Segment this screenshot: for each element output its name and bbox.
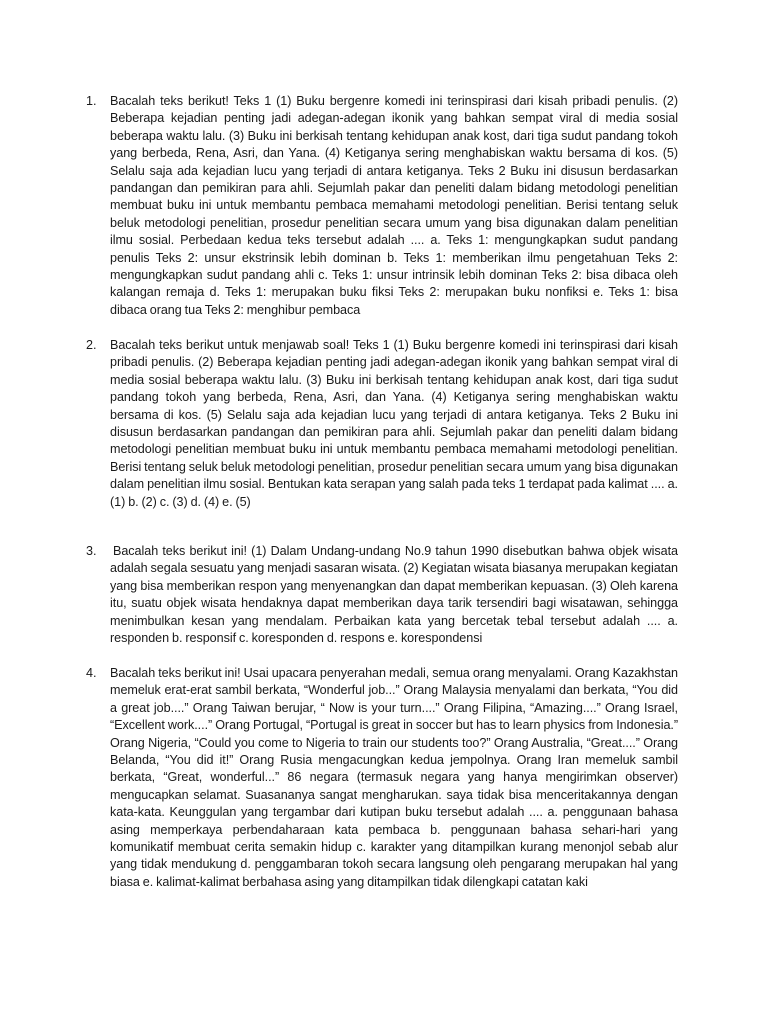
question-number: 3. (86, 544, 97, 558)
question-text: Bacalah teks berikut ini! (1) Dalam Undang-undang No.9 tahun 1990 disebutkan bahwa objek wisata adalah segala sesuatu yang menjadi sasaran wisata. (2) Kegiatan wisata biasanya merupakan kegiatan yang bisa memberikan respon yang menyenangkan dan dapat memberikan kepuasan. (3) Oleh karena itu, suatu objek wisata hendaknya dapat memberikan daya tarik tersendiri bagi wisatawan, sehingga menimbulkan kesan yang mendalam. Perbaikan kata yang bercetak tebal tersebut adalah .... a. responden b. responsif c. koresponden d. respons e. korespondensi (110, 544, 678, 646)
question-number: 2. (86, 338, 97, 352)
question-number: 4. (86, 666, 97, 680)
question-number: 1. (86, 94, 97, 108)
question-text: Bacalah teks berikut! Teks 1 (1) Buku bergenre komedi ini terinspirasi dari kisah pribadi penulis. (2) Beberapa kejadian penting jadi adegan-adegan ikonik yang bahkan sempat viral di media sosial beberapa waktu lalu. (3) Buku ini berkisah tentang kehidupan anak kost, dari tiga sudut pandang tokoh yang berbeda, Rena, Asri, dan Yana. (4) Ketiganya sering menghabiskan waktu bersama di kos. (5) Selalu saja ada kejadian lucu yang terjadi di antara ketiganya. Teks 2 Buku ini disusun berdasarkan pandangan dan pemikiran para ahli. Sejumlah pakar dan peneliti dalam bidang metodologi penelitian membuat buku ini untuk membantu pembaca memahami metodologi penelitian. Berisi tentang seluk beluk metodologi penelitian, prosedur penelitian secara umum yang bisa digunakan dalam penelitian ilmu sosial. Perbedaan kedua teks tersebut adalah .... a. Teks 1: mengungkapkan sudut pandang penulis Teks 2: unsur ekstrinsik lebih dominan b. Teks 1: memberikan ilmu pengetahuan Teks 2: mengungkapkan sudut pandang ahli c. Teks 1: unsur intrinsik lebih dominan Teks 2: bisa dibaca oleh kalangan remaja d. Teks 1: merupakan buku fiksi Teks 2: merupakan buku nonfiksi e. Teks 1: bisa dibaca orang tua Teks 2: menghibur pembaca (110, 94, 678, 317)
question-text: Bacalah teks berikut untuk menjawab soal! Teks 1 (1) Buku bergenre komedi ini terinspirasi dari kisah pribadi penulis. (2) Beberapa kejadian penting jadi adegan-adegan ikonik yang bahkan sempat viral di media sosial beberapa waktu lalu. (3) Buku ini berkisah tentang kehidupan anak kost, dari tiga sudut pandang tokoh yang berbeda, Rena, Asri, dan Yana. (4) Ketiganya sering menghabiskan waktu bersama di kos. (5) Selalu saja ada kejadian lucu yang terjadi di antara ketiganya. Teks 2 Buku ini disusun berdasarkan pandangan dan pemikiran para ahli. Sejumlah pakar dan peneliti dalam bidang metodologi penelitian membuat buku ini untuk membantu pembaca memahami metodologi penelitian. Berisi tentang seluk beluk metodologi penelitian, prosedur penelitian secara umum yang bisa digunakan dalam penelitian ilmu sosial. Bentukan kata serapan yang salah pada teks 1 terdapat pada kalimat .... a. (1) b. (2) c. (3) d. (4) e. (5) (110, 338, 678, 509)
question-text: Bacalah teks berikut ini! Usai upacara penyerahan medali, semua orang menyalami. Orang Kazakhstan memeluk erat-erat sambil berkata, “Wonderful job...” Orang Malaysia menyalami dan berkata, “You did a great job....” Orang Taiwan berujar, “ Now is your turn....” Orang Filipina, “Amazing....” Orang Israel, “Excellent work....” Orang Portugal, “Portugal is great in soccer but has to learn physics from Indonesia.” Orang Nigeria, “Could you come to Nigeria to train our students too?” Orang Australia, “Great....” Orang Belanda, “You did it!” Orang Rusia mengacungkan kedua jempolnya. Orang Iran memeluk sambil berkata, “Great, wonderful...” 86 negara (termasuk negara yang hanya mengirimkan observer) mengucapkan selamat. Suasananya sangat mengharukan. saya tidak bisa menceritakannya dengan kata-kata. Keunggulan yang tergambar dari kutipan buku tersebut adalah .... a. penggunaan bahasa asing memperkaya perbendaharaan kata pembaca b. penggunaan bahasa sehari-hari yang komunikatif membuat cerita semakin hidup c. karakter yang ditampilkan kurang menonjol sebab alur yang tidak mendukung d. penggambaran tokoh secara langsung oleh pengarang merupakan hal yang biasa e. kalimat-kalimat berbahasa asing yang ditampilkan tidak dilengkapi catatan kaki (110, 666, 678, 889)
